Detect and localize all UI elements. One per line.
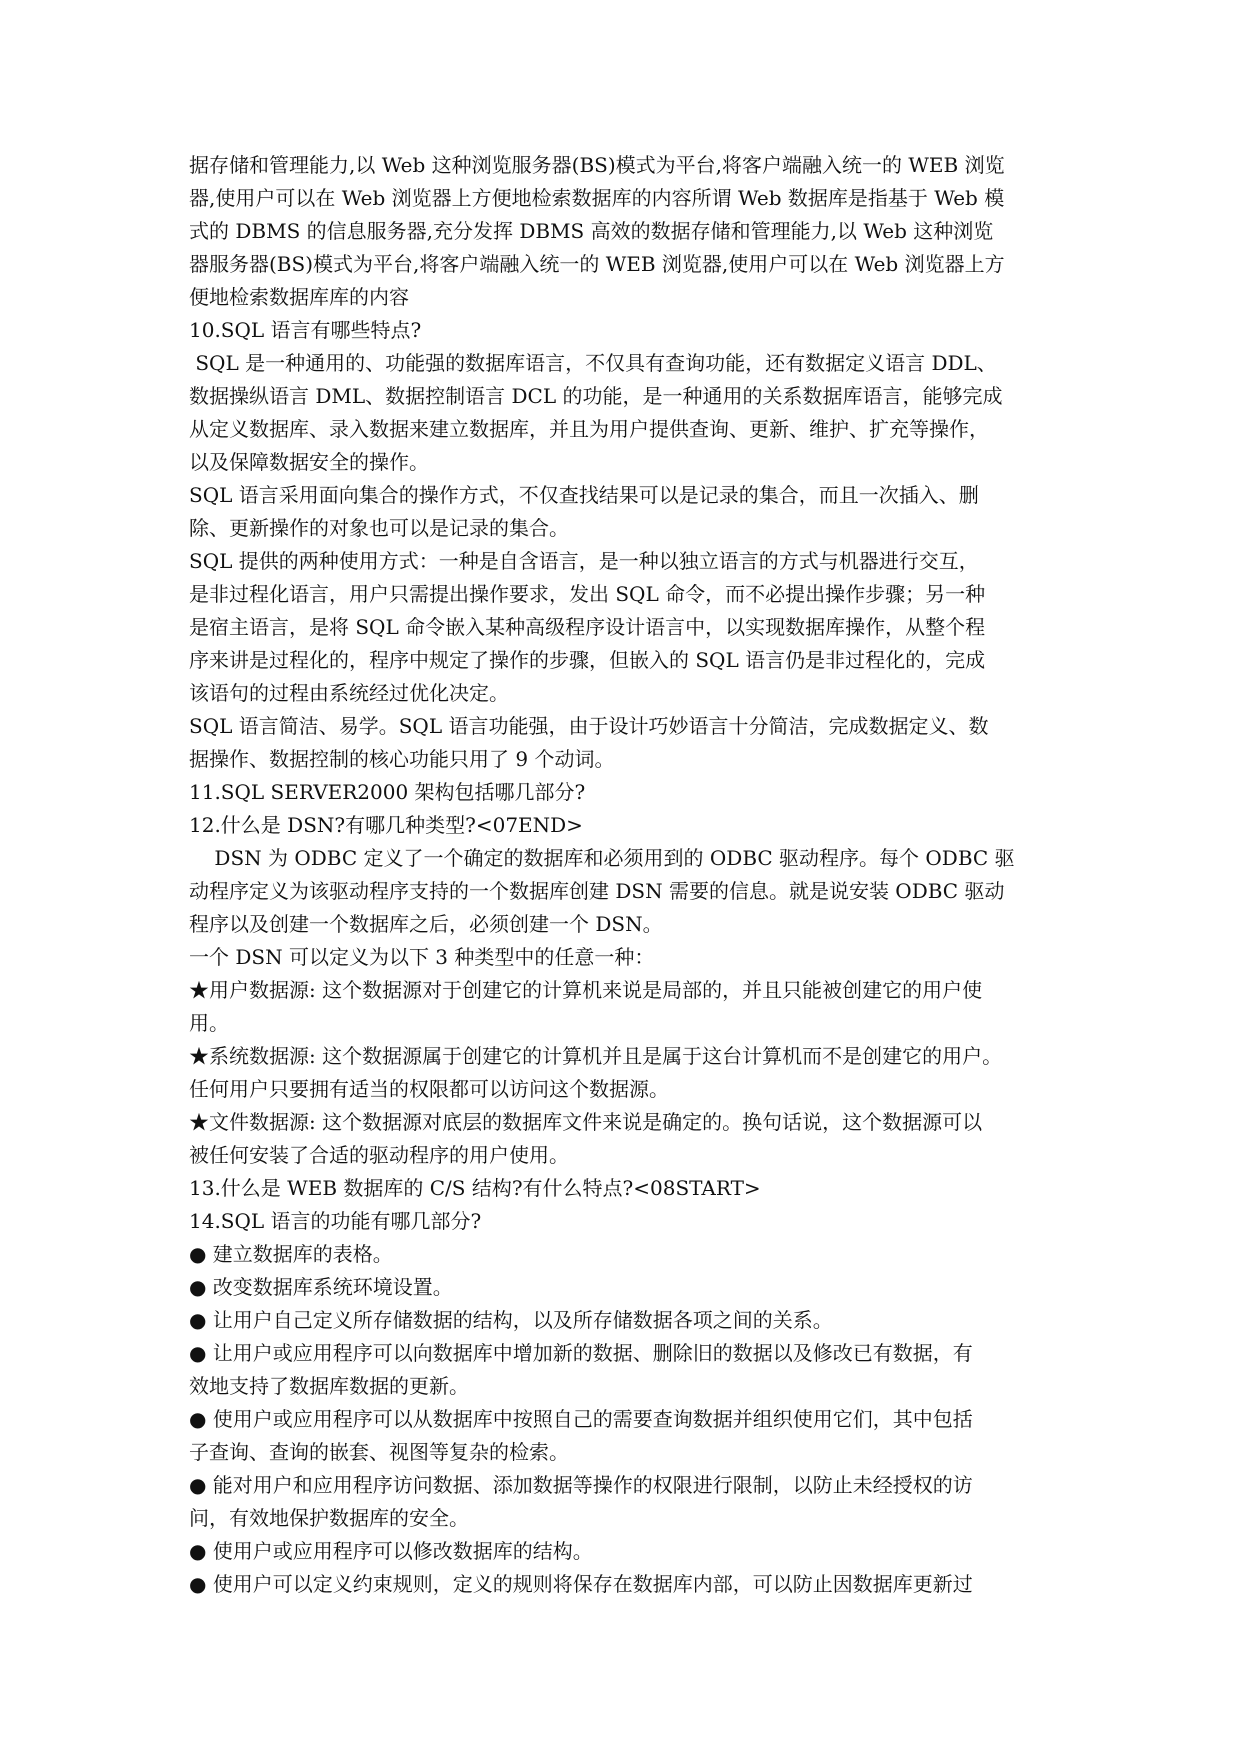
text-line: SQL 语言简洁、易学。SQL 语言功能强，由于设计巧妙语言十分简洁，完成数据定义、数 [189,714,989,738]
bullet-line: ● 能对用户和应用程序访问数据、添加数据等操作的权限进行限制，以防止未经授权的访 [189,1473,973,1497]
text-line: SQL 语言采用面向集合的操作方式，不仅查找结果可以是记录的集合，而且一次插入、删 [189,483,979,507]
text-line: 程序以及创建一个数据库之后，必须创建一个 DSN。 [189,912,663,936]
text-line: 除、更新操作的对象也可以是记录的集合。 [189,516,569,540]
star-bullet-line: ★文件数据源: 这个数据源对底层的数据库文件来说是确定的。换句话说，这个数据源可以 [189,1110,983,1134]
text-line: 据存储和管理能力,以 Web 这种浏览服务器(BS)模式为平台,将客户端融入统一的 WEB 浏览 [189,153,1005,177]
star-bullet-line: ★用户数据源: 这个数据源对于创建它的计算机来说是局部的，并且只能被创建它的用户使 [189,978,983,1002]
text-line: 序来讲是过程化的，程序中规定了操作的步骤，但嵌入的 SQL 语言仍是非过程化的，完成 [189,648,986,672]
bullet-line: ● 使用户或应用程序可以从数据库中按照自己的需要查询数据并组织使用它们，其中包括 [189,1407,973,1431]
bullet-line: ● 让用户自己定义所存储数据的结构，以及所存储数据各项之间的关系。 [189,1308,833,1332]
text-line: 问，有效地保护数据库的安全。 [189,1506,469,1530]
document-body [189,149,1059,1601]
text-line: 便地检索数据库库的内容 [189,285,409,309]
text-line: 从定义数据库、录入数据来建立数据库，并且为用户提供查询、更新、维护、扩充等操作， [189,417,989,441]
text-line: DSN 为 ODBC 定义了一个确定的数据库和必须用到的 ODBC 驱动程序。每个 ODBC 驱 [189,846,1015,870]
text-line: 据操作、数据控制的核心功能只用了 9 个动词。 [189,747,615,771]
bullet-line: ● 建立数据库的表格。 [189,1242,393,1266]
text-line: 效地支持了数据库数据的更新。 [189,1374,469,1398]
text-line: 任何用户只要拥有适当的权限都可以访问这个数据源。 [189,1077,669,1101]
text-line: 被任何安装了合适的驱动程序的用户使用。 [189,1143,569,1167]
bullet-line: ● 让用户或应用程序可以向数据库中增加新的数据、删除旧的数据以及修改已有数据，有 [189,1341,973,1365]
question-heading: 13.什么是 WEB 数据库的 C/S 结构?有什么特点?<08START> [189,1176,761,1200]
bullet-line: ● 使用户或应用程序可以修改数据库的结构。 [189,1539,593,1563]
bullet-line: ● 使用户可以定义约束规则，定义的规则将保存在数据库内部，可以防止因数据库更新过 [189,1572,973,1596]
text-line: 一个 DSN 可以定义为以下 3 种类型中的任意一种： [189,945,655,969]
question-heading: 10.SQL 语言有哪些特点? [189,318,422,342]
bullet-line: ● 改变数据库系统环境设置。 [189,1275,453,1299]
text-line: 数据操纵语言 DML、数据控制语言 DCL 的功能，是一种通用的关系数据库语言，能够完成 [189,384,1003,408]
star-bullet-line: ★系统数据源: 这个数据源属于创建它的计算机并且是属于这台计算机而不是创建它的用户。 [189,1044,1003,1068]
text-line: 动程序定义为该驱动程序支持的一个数据库创建 DSN 需要的信息。就是说安装 ODBC 驱动 [189,879,1005,903]
text-line: 式的 DBMS 的信息服务器,充分发挥 DBMS 高效的数据存储和管理能力,以 Web 这种浏览 [189,219,994,243]
question-heading: 12.什么是 DSN?有哪几种类型?<07END> [189,813,583,837]
question-heading: 14.SQL 语言的功能有哪几部分? [189,1209,482,1233]
text-line: SQL 是一种通用的、功能强的数据库语言，不仅具有查询功能，还有数据定义语言 DDL、 [189,351,997,375]
text-line: 是非过程化语言，用户只需提出操作要求，发出 SQL 命令，而不必提出操作步骤；另一种 [189,582,986,606]
question-heading: 11.SQL SERVER2000 架构包括哪几部分? [189,780,586,804]
text-line: 用。 [189,1011,229,1035]
text-line: 器服务器(BS)模式为平台,将客户端融入统一的 WEB 浏览器,使用户可以在 Web 浏览器上方 [189,252,1005,276]
text-line: 是宿主语言，是将 SQL 命令嵌入某种高级程序设计语言中，以实现数据库操作，从整个程 [189,615,986,639]
text-line: 器,使用户可以在 Web 浏览器上方便地检索数据库的内容所谓 Web 数据库是指基于 Web 模 [189,186,1005,210]
text-line: 以及保障数据安全的操作。 [189,450,429,474]
text-line: 子查询、查询的嵌套、视图等复杂的检索。 [189,1440,569,1464]
text-line: 该语句的过程由系统经过优化决定。 [189,681,509,705]
text-line: SQL 提供的两种使用方式：一种是自含语言，是一种以独立语言的方式与机器进行交互， [189,549,979,573]
